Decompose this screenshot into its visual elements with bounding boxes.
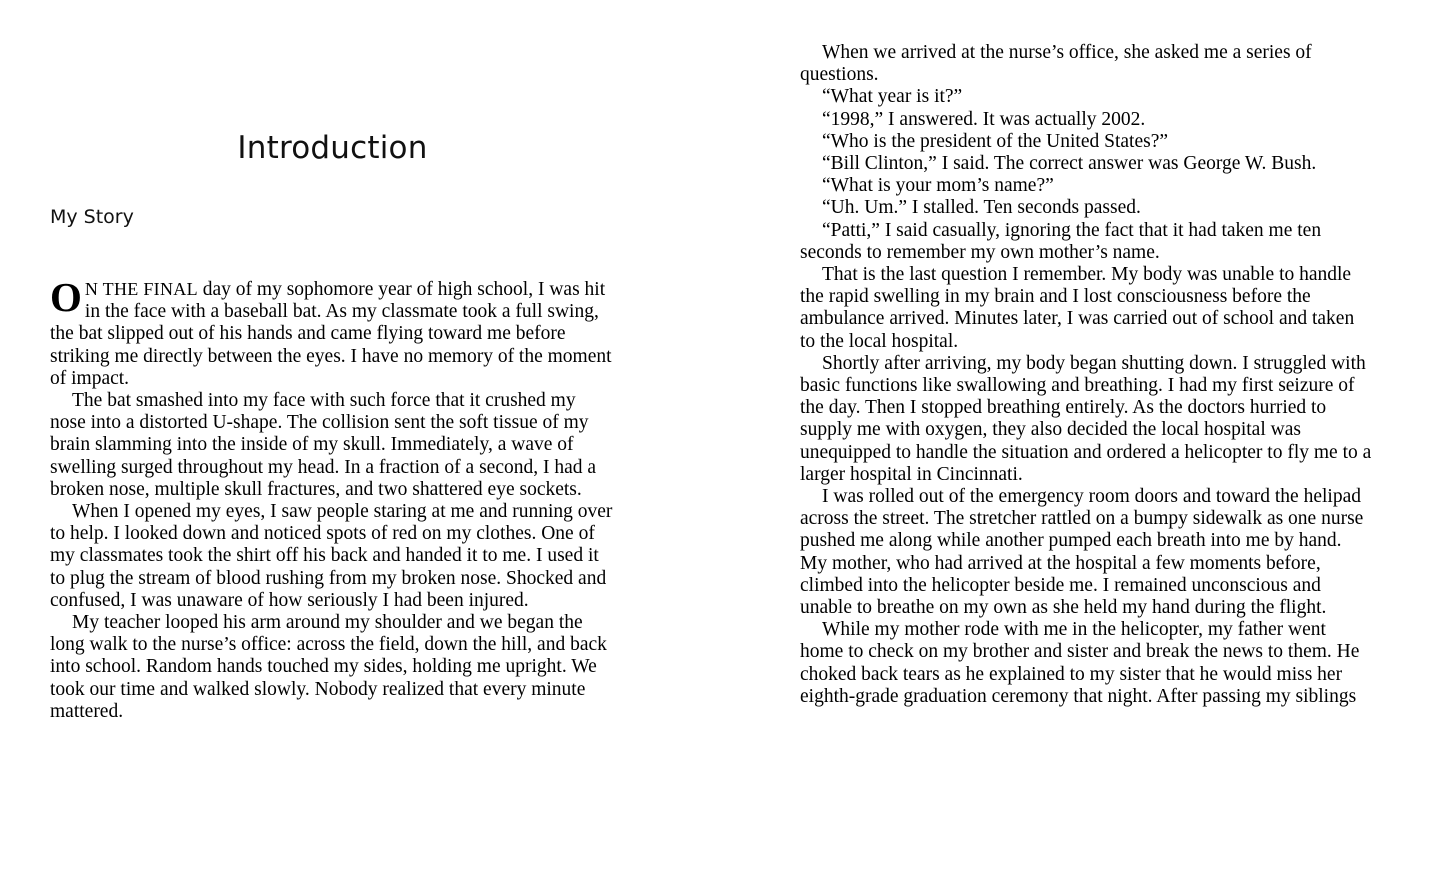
- page-title: Introduction: [237, 130, 428, 166]
- paragraph: “What year is it?”: [822, 86, 963, 108]
- paragraph: The bat smashed into my face with such force that it crushed my nose into a distorted U-shape. The collision sent the soft tissue of my brain slamming into the inside of my skull. Immediately, a wave of swelling surged throughout my head. In a fraction of a second, I had a broken nose, multiple skull fractures, and two shattered eye sockets.: [50, 390, 597, 500]
- paragraph: [50, 274, 615, 390]
- right-text-column: [800, 0, 1372, 873]
- left-text-column: [50, 0, 615, 873]
- paragraph: When we arrived at the nurse’s office, she asked me a series of questions.: [800, 42, 1312, 86]
- small-caps-lead: N THE FINAL: [84, 279, 198, 299]
- paragraph: That is the last question I remember. My body was unable to handle the rapid swelling in my brain and I lost consciousness before the ambulance arrived. Minutes later, I was carried out of school and taken to the local hospital.: [800, 264, 1355, 352]
- paragraph: My teacher looped his arm around my shoulder and we began the long walk to the nurse’s office: across the field, down the hill, and back into school. Random hands touched my sides, holding me upright. We took our time and walked slowly. Nobody realized that every minute mattered.: [50, 612, 607, 722]
- paragraph: While my mother rode with me in the helicopter, my father went home to check on my brother and sister and break the news to them. He choked back tears as he explained to my sister that he would miss her eighth-grade graduation ceremony that night. After passing my siblings: [800, 619, 1360, 707]
- paragraph: “What is your mom’s name?”: [822, 175, 1054, 197]
- paragraph: When I opened my eyes, I saw people staring at me and running over to help. I looked down and noticed spots of red on my clothes. One of my classmates took the shirt off his back and handed it to me. I used it to plug the stream of blood rushing from my broken nose. Shocked and confused, I was unaware of how seriously I had been injured.: [50, 501, 613, 611]
- paragraph: “1998,” I answered. It was actually 2002.: [822, 108, 1146, 130]
- paragraph: “Bill Clinton,” I said. The correct answer was George W. Bush.: [822, 153, 1317, 175]
- paragraph: Shortly after arriving, my body began shutting down. I struggled with basic functions like swallowing and breathing. I had my first seizure of the day. Then I stopped breathing entirely. As the doctors hurried to supply me with oxygen, they also decided the local hospital was unequipped to handle the situation and ordered a helicopter to fly me to a larger hospital in Cincinnati.: [800, 352, 1372, 485]
- paragraph: “Uh. Um.” I stalled. Ten seconds passed.: [822, 197, 1141, 219]
- paragraph: I was rolled out of the emergency room doors and toward the helipad across the street. The stretcher rattled on a bumpy sidewalk as one nurse pushed me along while another pumped each breath into me by hand. My mother, who had arrived at the hospital a few moments before, climbed into the helicopter beside me. I remained unconscious and unable to breathe on my own as she held my hand during the flight.: [800, 486, 1364, 619]
- paragraph-text: day of my sophomore year of high school, I was hit in the face with a baseball bat. As my classmate took a full swing, the bat slipped out of his hands and came flying toward me before striking me directly between the eyes. I have no memory of the moment of impact.: [50, 279, 612, 389]
- paragraph: “Who is the president of the United States?”: [822, 130, 1169, 152]
- paragraph: “Patti,” I said casually, ignoring the fact that it had taken me ten seconds to remember my own mother’s name.: [800, 219, 1322, 263]
- section-heading: My Story: [50, 206, 134, 228]
- drop-cap: O: [50, 274, 82, 320]
